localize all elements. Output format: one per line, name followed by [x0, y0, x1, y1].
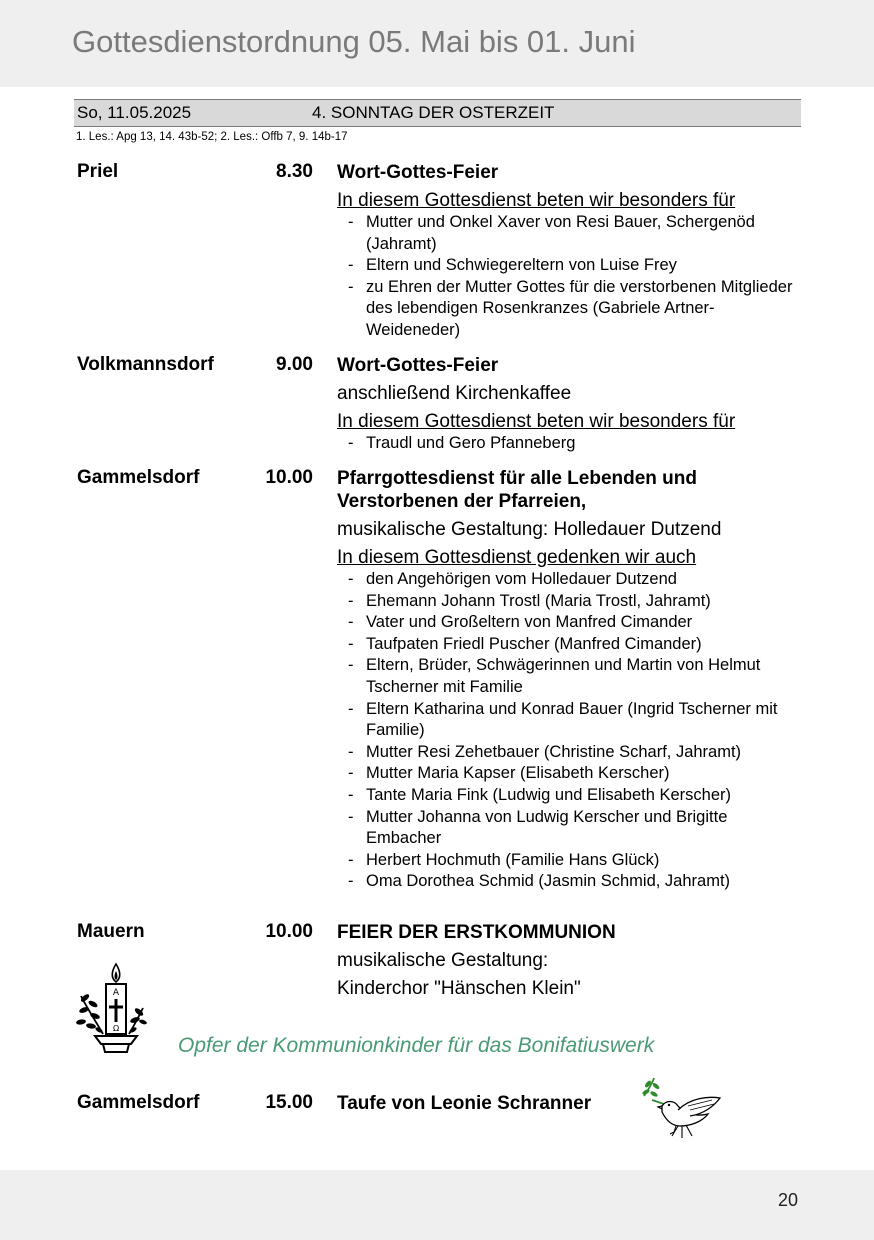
intention-heading: In diesem Gottesdienst beten wir besonders für [337, 411, 736, 432]
page-footer [0, 1170, 874, 1240]
dove-icon [638, 1076, 724, 1147]
readings: 1. Les.: Apg 13, 14. 43b-52; 2. Les.: Offb 7, 9. 14b-17 [76, 131, 348, 143]
day-name: 4. SONNTAG DER OSTERZEIT [312, 103, 555, 122]
intention-item: - Eltern und Schwiegereltern von Luise Frey [337, 255, 807, 277]
service-place: Priel [77, 161, 119, 182]
intention-item: - Eltern Katharina und Konrad Bauer (Ingrid Tscherner mit Familie) [337, 699, 807, 742]
intention-item: - Ehemann Johann Trostl (Maria Trostl, Jahramt) [337, 591, 807, 613]
service-place: Volkmannsdorf [77, 354, 214, 375]
service-time: 15.00 [265, 1092, 313, 1113]
intention-list [337, 569, 807, 893]
service-content [337, 161, 807, 342]
service-note: musikalische Gestaltung: Holledauer Dutzend [337, 519, 722, 540]
service-content [337, 1092, 807, 1115]
intention-list [337, 212, 807, 342]
intention-item: - Mutter Johanna von Ludwig Kerscher und Brigitte Embacher [337, 807, 807, 850]
service-title: Pfarrgottesdienst für alle Lebenden und Verstorbenen der Pfarreien, [337, 468, 697, 512]
intention-item: - Eltern, Brüder, Schwägerinnen und Martin von Helmut Tscherner mit Familie [337, 655, 807, 698]
day-date: So, 11.05.2025 [77, 103, 192, 122]
page-number: 20 [777, 1190, 798, 1210]
service-title: FEIER DER ERSTKOMMUNION [337, 922, 616, 943]
intention-item: - Mutter Resi Zehetbauer (Christine Scharf, Jahramt) [337, 742, 807, 764]
service-place: Gammelsdorf [77, 467, 200, 488]
intention-item: - Mutter Maria Kapser (Elisabeth Kerscher) [337, 763, 807, 785]
service-title: Taufe von Leonie Schranner [337, 1093, 592, 1114]
svg-text:Ω: Ω [112, 1024, 120, 1033]
service-title: Wort-Gottes-Feier [337, 162, 499, 183]
service-content [337, 354, 807, 455]
service-time: 10.00 [265, 921, 313, 942]
intention-list [337, 433, 807, 455]
intention-item: - Taufpaten Friedl Puscher (Manfred Cimander) [337, 634, 807, 656]
svg-text:A: A [112, 988, 120, 998]
intention-item: - Mutter und Onkel Xaver von Resi Bauer, Schergenöd (Jahramt) [337, 212, 807, 255]
service-place: Gammelsdorf [77, 1092, 200, 1113]
offering-note: Opfer der Kommunionkinder für das Bonifatiuswerk [178, 1034, 655, 1057]
easter-candle-icon [73, 960, 147, 1063]
intention-item: - Oma Dorothea Schmid (Jasmin Schmid, Jahramt) [337, 871, 807, 893]
service-title: Wort-Gottes-Feier [337, 355, 499, 376]
service-time: 9.00 [276, 354, 313, 375]
page-header [0, 0, 874, 87]
service-content [337, 467, 807, 893]
day-bar [74, 99, 801, 127]
intention-item: - Vater und Großeltern von Manfred Cimander [337, 612, 807, 634]
service-note: Kinderchor "Hänschen Klein" [337, 978, 581, 999]
service-time: 10.00 [265, 467, 313, 488]
intention-item: - den Angehörigen vom Holledauer Dutzend [337, 569, 807, 591]
intention-item: - zu Ehren der Mutter Gottes für die verstorbenen Mitglieder des lebendigen Rosenkranzes (Gabriele Artner-Weideneder) [337, 277, 807, 342]
intention-item: - Traudl und Gero Pfanneberg [337, 433, 807, 455]
intention-item: - Tante Maria Fink (Ludwig und Elisabeth Kerscher) [337, 785, 807, 807]
intention-heading: In diesem Gottesdienst beten wir besonders für [337, 190, 736, 211]
intention-heading: In diesem Gottesdienst gedenken wir auch [337, 547, 697, 568]
service-place: Mauern [77, 921, 145, 942]
service-content [337, 921, 807, 1000]
intention-item: - Herbert Hochmuth (Familie Hans Glück) [337, 850, 807, 872]
page-title: Gottesdienstordnung 05. Mai bis 01. Juni [72, 24, 636, 59]
service-note: anschließend Kirchenkaffee [337, 383, 572, 404]
service-note: musikalische Gestaltung: [337, 950, 549, 971]
service-time: 8.30 [276, 161, 313, 182]
